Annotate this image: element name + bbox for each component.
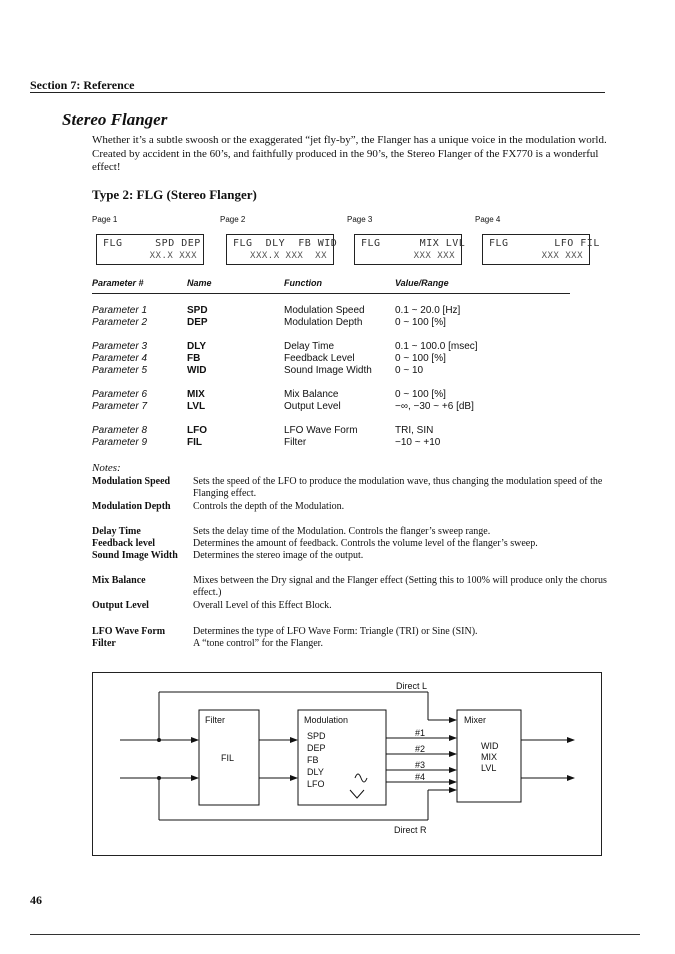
modulation-param: FB	[307, 755, 319, 765]
table-cell-function: Modulation Speed	[284, 305, 365, 316]
table-cell-value: TRI, SIN	[395, 425, 434, 436]
note-term: LFO Wave Form	[92, 626, 166, 637]
intro-paragraph: Whether it’s a subtle swoosh or the exaggerated “jet fly-by”, the Flanger has a unique voice in the modulation world. Created by accident in the 60’s, and faithfully produced in the 90’s, the Stereo Flanger of the FX770 is a wonderful effect!	[92, 134, 607, 173]
table-cell-param: Parameter 9	[92, 437, 148, 448]
table-cell-param: Parameter 5	[92, 365, 148, 376]
table-cell-name: FIL	[187, 437, 202, 448]
note-term: Feedback level	[92, 538, 156, 549]
note-description: Determines the type of LFO Wave Form: Triangle (TRI) or Sine (SIN).	[193, 626, 478, 637]
table-cell-name: WID	[187, 365, 207, 376]
lcd-page-4	[482, 234, 600, 265]
table-header-name: Name	[187, 278, 212, 288]
filter-param: FIL	[221, 753, 235, 763]
page-label-1: Page 1	[92, 215, 118, 224]
table-cell-name: FB	[187, 353, 201, 364]
note-description: A “tone control” for the Flanger.	[193, 638, 323, 649]
lcd-line-2: XX.X XXX	[149, 251, 197, 261]
note-description: Controls the depth of the Modulation.	[193, 501, 345, 512]
note-description: Overall Level of this Effect Block.	[193, 600, 332, 611]
modulation-param: LFO	[307, 779, 325, 789]
table-cell-function: LFO Wave Form	[284, 425, 358, 436]
mixer-param: MIX	[481, 752, 498, 762]
note-description: Determines the amount of feedback. Controls the volume level of the flanger’s sweep.	[193, 538, 538, 549]
table-cell-value: 0 ~ 100 [%]	[395, 317, 446, 328]
table-header-rule	[92, 293, 570, 294]
lcd-line-1: FLG MIX LVL	[361, 238, 466, 249]
mixer-title: Mixer	[464, 715, 486, 725]
lcd-line-1: FLG LFO FIL	[489, 238, 600, 249]
lcd-line-2: XXX.X XXX XX	[250, 251, 327, 261]
direct-l-label: Direct L	[396, 681, 428, 691]
note-term: Modulation Speed	[92, 476, 171, 487]
page-number: 46	[30, 893, 42, 907]
table-cell-name: SPD	[187, 305, 208, 316]
note-term: Filter	[92, 638, 116, 649]
lcd-page-1	[96, 234, 204, 265]
note-term: Mix Balance	[92, 575, 146, 586]
table-cell-value: −10 ~ +10	[395, 437, 441, 448]
table-cell-value: 0 ~ 10	[395, 365, 424, 376]
footer-rule	[30, 934, 640, 935]
notes-label: Notes:	[92, 462, 121, 474]
table-cell-function: Modulation Depth	[284, 317, 363, 328]
table-cell-param: Parameter 8	[92, 425, 148, 436]
direct-r-label: Direct R	[394, 825, 427, 835]
table-cell-value: 0 ~ 100 [%]	[395, 353, 446, 364]
table-cell-name: DEP	[187, 317, 208, 328]
page-label-4: Page 4	[475, 215, 501, 224]
header-rule	[30, 92, 605, 93]
channel-label: #4	[415, 772, 426, 782]
table-header-value: Value/Range	[395, 278, 449, 288]
channel-label: #3	[415, 760, 426, 770]
modulation-param: SPD	[307, 731, 326, 741]
modulation-param: DLY	[307, 767, 324, 777]
note-description: Sets the speed of the LFO to produce the modulation wave, thus changing the modulation speed of the Flanging effect.	[193, 476, 603, 499]
section-label: Section 7: Reference	[30, 78, 135, 92]
lcd-page-2	[226, 234, 338, 265]
table-cell-param: Parameter 7	[92, 401, 148, 412]
modulation-param: DEP	[307, 743, 326, 753]
mixer-param: WID	[481, 741, 499, 751]
lcd-page-3	[354, 234, 466, 265]
type-subheading: Type 2: FLG (Stereo Flanger)	[92, 187, 257, 202]
table-cell-value: −∞, −30 ~ +6 [dB]	[395, 401, 474, 412]
table-header-function: Function	[284, 278, 322, 288]
table-cell-param: Parameter 4	[92, 353, 148, 364]
table-cell-name: DLY	[187, 341, 207, 352]
table-cell-param: Parameter 2	[92, 317, 148, 328]
channel-label: #1	[415, 728, 426, 738]
table-cell-value: 0 ~ 100 [%]	[395, 389, 446, 400]
diagram-svg	[92, 672, 602, 856]
table-cell-name: LFO	[187, 425, 207, 436]
note-term: Delay Time	[92, 526, 141, 537]
lcd-line-2: XXX XXX	[541, 251, 583, 261]
table-cell-param: Parameter 6	[92, 389, 148, 400]
lcd-line-1: FLG SPD DEP	[103, 238, 201, 249]
signal-flow-diagram	[92, 672, 602, 856]
note-term: Modulation Depth	[92, 501, 171, 512]
lcd-line-2: XXX XXX	[413, 251, 455, 261]
table-cell-function: Mix Balance	[284, 389, 339, 400]
note-term: Output Level	[92, 600, 149, 611]
table-cell-function: Sound Image Width	[284, 365, 372, 376]
note-description: Sets the delay time of the Modulation. Controls the flanger’s sweep range.	[193, 526, 491, 537]
filter-title: Filter	[205, 715, 225, 725]
table-cell-value: 0.1 ~ 100.0 [msec]	[395, 341, 478, 352]
modulation-title: Modulation	[304, 715, 349, 725]
table-cell-name: LVL	[187, 401, 206, 412]
table-cell-name: MIX	[187, 389, 205, 400]
table-cell-value: 0.1 ~ 20.0 [Hz]	[395, 305, 461, 316]
table-cell-function: Output Level	[284, 401, 341, 412]
lcd-line-1: FLG DLY FB WID	[233, 238, 338, 249]
table-cell-function: Feedback Level	[284, 353, 355, 364]
table-cell-param: Parameter 3	[92, 341, 148, 352]
table-cell-function: Filter	[284, 437, 307, 448]
table-header-param: Parameter #	[92, 278, 144, 288]
mixer-param: LVL	[481, 763, 497, 773]
page-title: Stereo Flanger	[62, 110, 168, 129]
note-description: Mixes between the Dry signal and the Flanger effect (Setting this to 100% will produce only the chorus effect.)	[193, 575, 607, 598]
table-cell-param: Parameter 1	[92, 305, 148, 316]
page-label-3: Page 3	[347, 215, 373, 224]
table-cell-function: Delay Time	[284, 341, 335, 352]
page-label-2: Page 2	[220, 215, 246, 224]
note-term: Sound Image Width	[92, 550, 178, 561]
channel-label: #2	[415, 744, 426, 754]
note-description: Determines the stereo image of the output.	[193, 550, 364, 561]
